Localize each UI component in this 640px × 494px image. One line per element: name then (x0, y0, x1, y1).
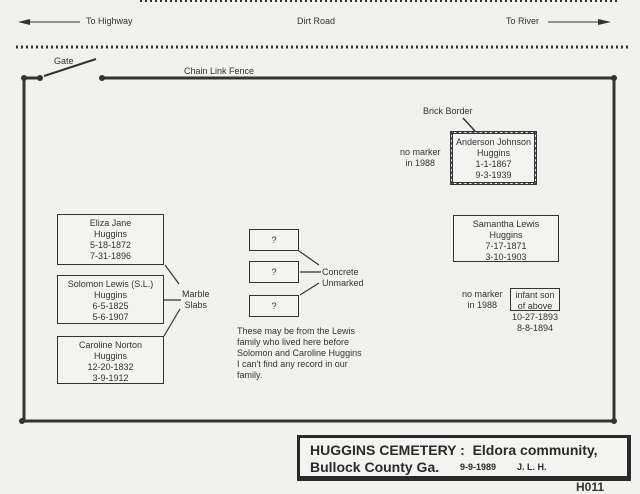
arrow-left-icon (18, 19, 30, 25)
title-date: 9-9-1989 (460, 462, 497, 472)
page-code: H011 (576, 480, 605, 494)
marble-slabs-label: Marble Slabs (182, 289, 210, 310)
infant-no-marker-note: no marker in 1988 (462, 289, 503, 310)
arrow-right-icon (598, 19, 611, 25)
grave-solomon-lewis-huggins: Solomon Lewis (S.L.) Huggins 6-5-1825 5-6-1907 (57, 275, 164, 324)
grave-text: Anderson Johnson Huggins 1-1-1867 9-3-1939 (455, 137, 532, 180)
grave-infant-son: infant son of above (510, 288, 560, 311)
unknown-graves-note: These may be from the Lewis family who lived here before Solomon and Caroline Huggins I can't find any record in our family. (237, 326, 362, 380)
chain-link-fence-label: Chain Link Fence (184, 66, 255, 76)
anderson-no-marker-note: no marker in 1988 (400, 147, 441, 168)
grave-caroline-norton-huggins: Caroline Norton Huggins 12-20-1832 3-9-1912 (57, 336, 164, 384)
dirt-road-label: Dirt Road (297, 16, 336, 26)
gate-label: Gate (54, 56, 74, 66)
title-line-2: Bullock County Ga. (310, 459, 440, 475)
grave-unknown-1: ? (249, 229, 299, 251)
grave-unknown-2: ? (249, 261, 299, 283)
grave-eliza-jane-huggins: Eliza Jane Huggins 5-18-1872 7-31-1896 (57, 214, 164, 265)
concrete-unmarked-label: Concrete Unmarked (322, 267, 364, 288)
title-line-1: HUGGINS CEMETERY : Eldora community, (310, 442, 598, 458)
infant-dates: 10-27-1893 8-8-1894 (512, 312, 559, 333)
title-initials: J. L. H. (517, 462, 547, 472)
brick-border-label: Brick Border (423, 106, 473, 116)
grave-anderson-johnson-huggins (450, 131, 537, 185)
brick-pointer (463, 118, 475, 131)
grave-unknown-3: ? (249, 295, 299, 317)
to-river-label: To River (506, 16, 540, 26)
to-highway-label: To Highway (86, 16, 133, 26)
title-block (297, 435, 631, 481)
grave-samantha-lewis-huggins: Samantha Lewis Huggins 7-17-1871 3-10-1903 (453, 215, 559, 262)
